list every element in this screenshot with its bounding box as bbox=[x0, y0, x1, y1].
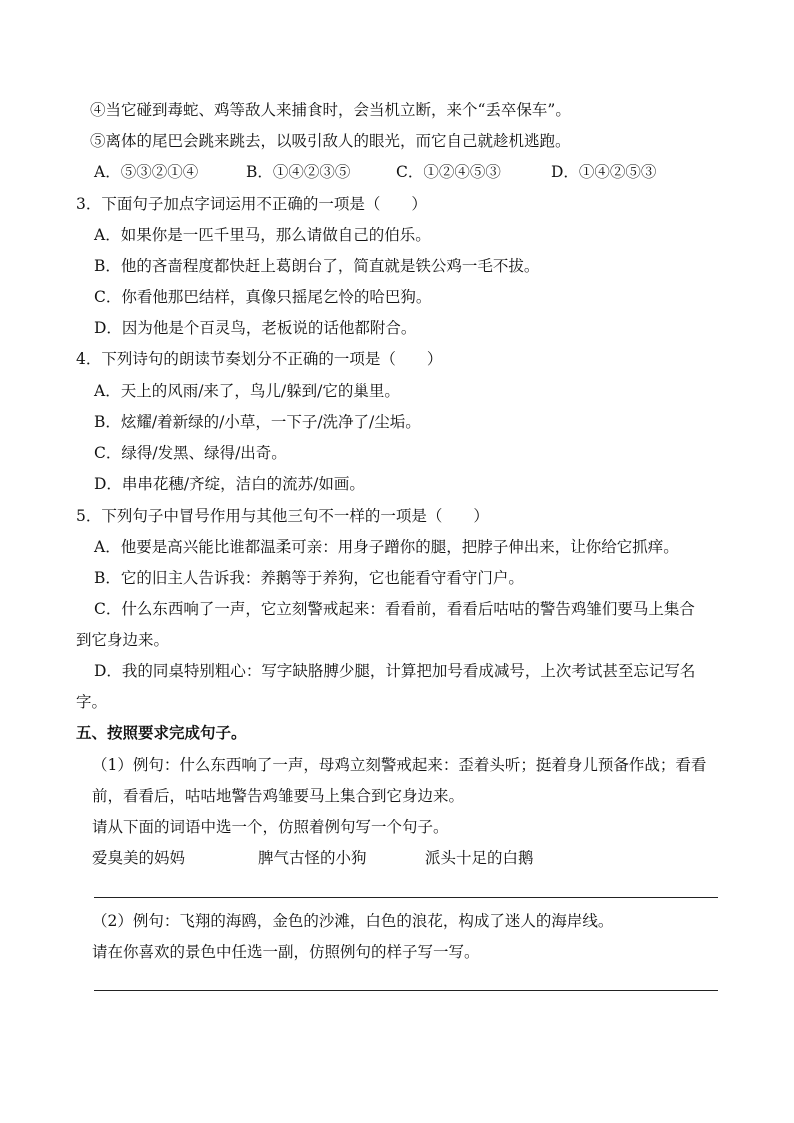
q2-option-a[interactable]: A．⑤③②①④ bbox=[94, 163, 199, 181]
q5-option-c[interactable]: C．什么东西响了一声，它立刻警戒起来：看看前，看看后咕咕的警告鸡雏们要马上集合 bbox=[94, 600, 695, 618]
q5-option-d[interactable]: D．我的同桌特别粗心：写字缺胳膊少腿，计算把加号看成减号，上次考试甚至忘记写名 bbox=[94, 662, 696, 680]
s5-example-1-line2: 前，看看后，咕咕地警告鸡雏要马上集合到它身边来。 bbox=[92, 787, 465, 805]
s5-choice-mom: 爱臭美的妈妈 bbox=[92, 849, 186, 867]
q4-option-b[interactable]: B．炫耀/着新绿的/小草，一下子/洗净了/尘垢。 bbox=[94, 413, 421, 431]
q2-option-d[interactable]: D．①④②⑤③ bbox=[551, 163, 657, 181]
q4-option-c[interactable]: C．绿得/发黑、绿得/出奇。 bbox=[94, 444, 287, 462]
s5-example-1-line1: （1）例句：什么东西响了一声，母鸡立刻警戒起来：歪着头听；挺着身儿预备作战；看看 bbox=[92, 756, 707, 774]
q4-stem: 4．下列诗句的朗读节奏划分不正确的一项是（ ） bbox=[76, 350, 443, 368]
q3-option-b[interactable]: B．他的吝啬程度都快赶上葛朗台了，简直就是铁公鸡一毛不拔。 bbox=[94, 257, 540, 275]
s5-example-2-line1: （2）例句：飞翔的海鸥，金色的沙滩，白色的浪花，构成了迷人的海岸线。 bbox=[92, 912, 614, 930]
section-5-heading: 五、按照要求完成句子。 bbox=[76, 724, 247, 742]
s5-choice-goose: 派头十足的白鹅 bbox=[425, 849, 534, 867]
q3-option-d[interactable]: D．因为他是个百灵鸟，老板说的话他都附合。 bbox=[94, 319, 417, 337]
answer-line-1[interactable] bbox=[94, 897, 718, 898]
s5-instruction-1: 请从下面的词语中选一个，仿照着例句写一个句子。 bbox=[92, 818, 449, 836]
s5-instruction-2: 请在你喜欢的景色中任选一副，仿照例句的样子写一写。 bbox=[92, 943, 480, 961]
s5-choice-list bbox=[92, 848, 534, 868]
q3-option-a[interactable]: A．如果你是一匹千里马，那么请做自己的伯乐。 bbox=[94, 226, 431, 244]
q2-option-c[interactable]: C．①②④⑤③ bbox=[396, 163, 501, 181]
q3-stem: 3．下面句子加点字词运用不正确的一项是（ ） bbox=[76, 195, 427, 213]
q5-option-a[interactable]: A．他要是高兴能比谁都温柔可亲：用身子蹭你的腿，把脖子伸出来，让你给它抓痒。 bbox=[94, 538, 679, 556]
q2-item-4: ④当它碰到毒蛇、鸡等敌人来捕食时，会当机立断，来个“丢卒保车”。 bbox=[90, 101, 571, 119]
q2-options bbox=[94, 162, 656, 182]
q4-option-d[interactable]: D．串串花穗/齐绽，洁白的流苏/如画。 bbox=[94, 475, 365, 493]
q3-option-c[interactable]: C．你看他那巴结样，真像只摇尾乞怜的哈巴狗。 bbox=[94, 288, 432, 306]
answer-line-2[interactable] bbox=[94, 990, 718, 991]
q5-option-c-cont: 到它身边来。 bbox=[76, 631, 170, 649]
q5-stem: 5．下列句子中冒号作用与其他三句不一样的一项是（ ） bbox=[76, 507, 489, 525]
q4-option-a[interactable]: A．天上的风雨/来了，鸟儿/躲到/它的巢里。 bbox=[94, 382, 400, 400]
q2-option-b[interactable]: B．①④②③⑤ bbox=[246, 163, 351, 181]
q2-item-5: ⑤离体的尾巴会跳来跳去，以吸引敌人的眼光，而它自己就趁机逃跑。 bbox=[90, 132, 571, 150]
q5-option-b[interactable]: B．它的旧主人告诉我：养鹅等于养狗，它也能看守看守门户。 bbox=[94, 569, 524, 587]
s5-choice-dog: 脾气古怪的小狗 bbox=[258, 849, 367, 867]
q5-option-d-cont: 字。 bbox=[76, 693, 108, 711]
